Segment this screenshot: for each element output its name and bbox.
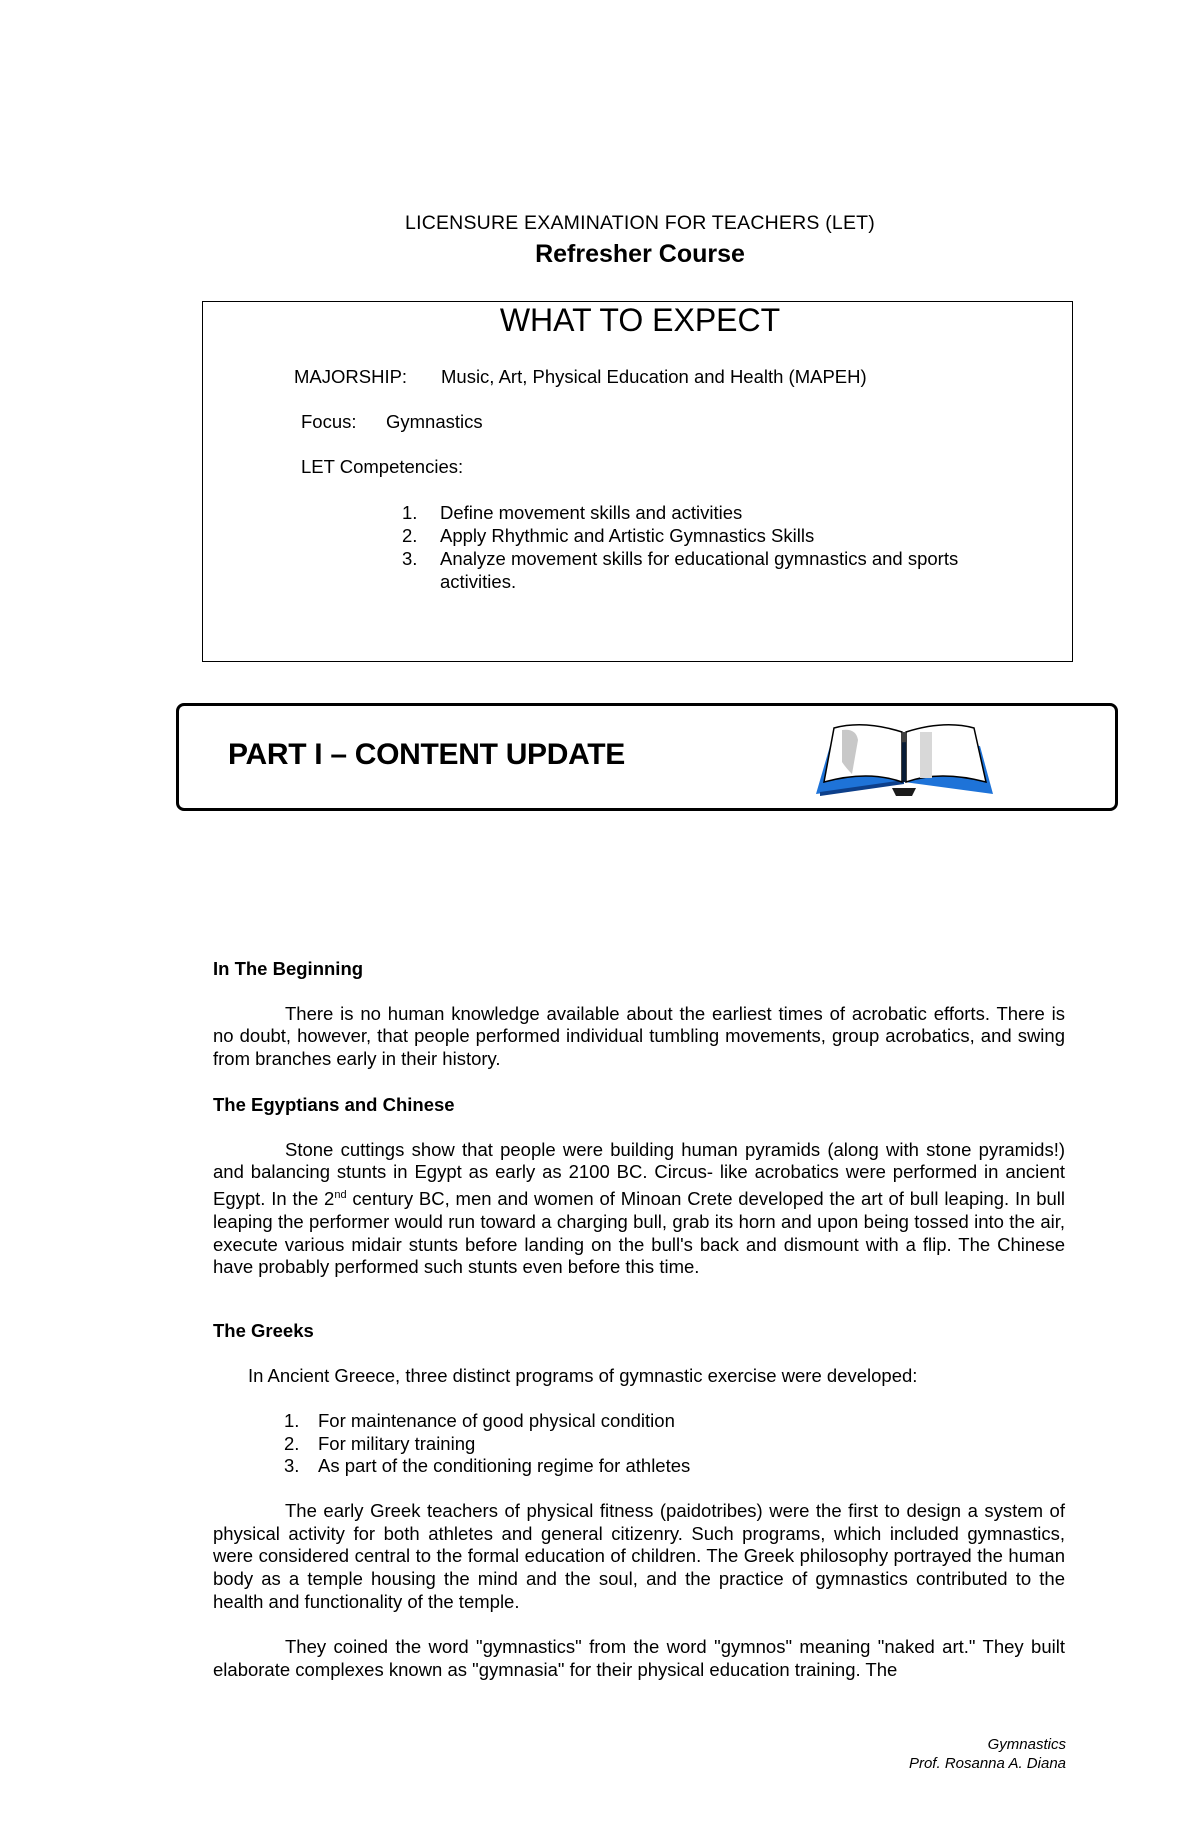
competency-number: 2. <box>402 525 418 546</box>
paragraph <box>213 1139 1065 1279</box>
paragraph-part: century BC, men and women of Minoan Crete developed the art of bull leaping. In bull leaping the performer would run toward a charging bull, grab its horn and upon being tossed into the air, execute various midair stunts before landing on the bull's back and dismount with a flip. The Chinese have probably performed such stunts even before this time. <box>213 1188 1065 1278</box>
greeks-paragraph-2 <box>213 1636 1065 1681</box>
list-item <box>284 1410 690 1433</box>
greeks-list <box>284 1410 690 1478</box>
list-number: 3. <box>284 1455 300 1477</box>
section-greeks <box>213 1320 1065 1343</box>
paragraph-part: Stone cuttings show that people were building human pyramids (along with stone pyramids!) and balancing stunts in Egypt as early as 2100 BC. Circus- like acrobatics were performed in ancient Egypt. In the 2 <box>213 1138 1065 1210</box>
majorship-label: MAJORSHIP: <box>294 366 408 387</box>
greeks-paragraph-1 <box>213 1500 1065 1614</box>
competency-item <box>402 524 1022 547</box>
footer-subject: Gymnastics <box>987 1736 1066 1753</box>
course-title: Refresher Course <box>535 240 745 268</box>
focus-label: Focus: <box>301 411 357 432</box>
list-item <box>284 1455 690 1478</box>
list-text: As part of the conditioning regime for athletes <box>318 1455 691 1477</box>
list-text: For maintenance of good physical condition <box>318 1410 675 1431</box>
open-book-icon <box>812 718 997 798</box>
competency-number: 3. <box>402 548 418 569</box>
list-item <box>284 1433 690 1456</box>
list-number: 1. <box>284 1410 300 1431</box>
competencies-label: LET Competencies: <box>301 456 464 477</box>
paragraph: They coined the word "gymnastics" from the word "gymnos" meaning "naked art." They built elaborate complexes known as "gymnasia" for their physical education training. The <box>213 1636 1065 1680</box>
exam-title: LICENSURE EXAMINATION FOR TEACHERS (LET) <box>405 212 875 234</box>
part-title: PART I – CONTENT UPDATE <box>228 738 626 771</box>
section-heading: The Egyptians and Chinese <box>213 1094 455 1115</box>
competency-item <box>402 547 1022 593</box>
footer-author: Prof. Rosanna A. Diana <box>908 1754 1066 1772</box>
focus-value: Gymnastics <box>386 411 483 432</box>
what-to-expect-box <box>202 301 1073 662</box>
section-egyptians <box>213 1094 1065 1279</box>
section-heading: In The Beginning <box>213 958 364 979</box>
competency-item <box>402 501 1022 524</box>
page-footer <box>760 1736 1066 1773</box>
competencies-list <box>402 501 1022 593</box>
superscript: nd <box>334 1189 347 1202</box>
competency-text: Apply Rhythmic and Artistic Gymnastics Skills <box>440 525 815 546</box>
greeks-intro: In Ancient Greece, three distinct programs of gymnastic exercise were developed: <box>248 1365 918 1386</box>
what-to-expect-title: WHAT TO EXPECT <box>499 302 781 338</box>
competency-number: 1. <box>402 502 418 523</box>
competency-text: Analyze movement skills for educational gymnastics and sports activities. <box>440 548 959 592</box>
section-heading: The Greeks <box>213 1320 314 1341</box>
list-number: 2. <box>284 1432 300 1454</box>
section-beginning <box>213 958 1065 1071</box>
paragraph: There is no human knowledge available about the earliest times of acrobatic efforts. There is no doubt, however, that people performed individual tumbling movements, group acrobatics, and swing from branches early in their history. <box>213 1002 1065 1070</box>
list-text: For military training <box>318 1432 476 1454</box>
majorship-value: Music, Art, Physical Education and Health (MAPEH) <box>441 366 867 387</box>
competency-text: Define movement skills and activities <box>440 502 743 523</box>
paragraph: The early Greek teachers of physical fitness (paidotribes) were the first to design a system of physical activity for both athletes and general citizenry. Such programs, which included gymnastics, were considered central to the formal education of children. The Greek philosophy portrayed the human body as a temple housing the mind and the soul, and the practice of gymnastics contributed to the health and functionality of the temple. <box>213 1500 1065 1612</box>
